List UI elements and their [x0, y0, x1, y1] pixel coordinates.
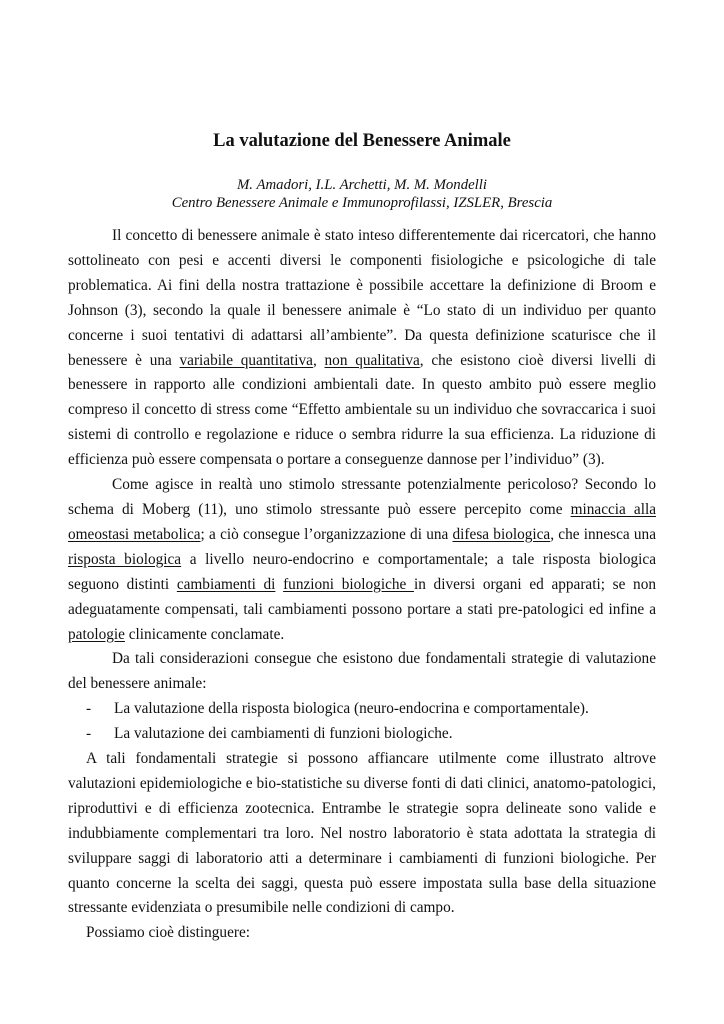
author-affiliation: Centro Benessere Animale e Immunoprofilassi, IZSLER, Brescia [171, 195, 553, 211]
underlined-term: patologie [68, 625, 125, 643]
list-bullet: - [86, 725, 92, 743]
list-item [68, 722, 656, 747]
underlined-term: risposta biologica [68, 550, 182, 568]
list-bullet: - [86, 700, 92, 718]
paragraph-5: Possiamo cioè distinguere: [86, 924, 250, 942]
underlined-term: difesa biologica [452, 525, 551, 543]
paragraph-2: Come agisce in realtà uno stimolo stressante potenzialmente pericoloso? Secondo lo schema di Moberg (11), uno stimolo stressante può essere percepito come minaccia alla omeostasi metabolica; a ciò consegue l’organizzazione di una difesa biologica, che innesca una risposta biologica a livello neuro-endocrino e comportamentale; a tale risposta biologica seguono distinti cambiamenti di funzioni biologiche in diversi organi ed apparati; se non adeguatamente compensati, tali cambiamenti possono portare a stati pre-patologici ed infine a patologie clinicamente conclamate. [68, 476, 657, 643]
list-item-text: La valutazione dei cambiamenti di funzioni biologiche. [114, 725, 453, 743]
list-item-text: La valutazione della risposta biologica (neuro-endocrina e comportamentale). [114, 700, 589, 718]
document-title: La valutazione del Benessere Animale [213, 131, 511, 151]
underlined-term: funzioni biologiche [283, 575, 414, 593]
paragraph-1: Il concetto di benessere animale è stato inteso differentemente dai ricercatori, che hanno sottolineato con pesi e accenti diversi le componenti fisiologiche e psicologiche di tale problematica. Ai fini della nostra trattazione è possibile accettare la definizione di Broom e Johnson (3), secondo la quale il benessere animale è “Lo stato di un individuo per quanto concerne i suoi tentativi di adattarsi all’ambiente”. Da questa definizione scaturisce che il benessere è una variabile quantitativa, non qualitativa, che esistono cioè diversi livelli di benessere in rapporto alle condizioni ambientali date. In questo ambito può essere meglio compreso il concetto di stress come “Effetto ambientale su un individuo che sovraccarica i suoi sistemi di controllo e regolazione e riduce o sembra ridurre la sua efficienza. La riduzione di efficienza può essere compensata o portare a conseguenze dannose per l’individuo” (3). [68, 227, 656, 469]
paragraph-3: Da tali considerazioni consegue che esistono due fondamentali strategie di valutazione del benessere animale: [68, 650, 656, 693]
underlined-term: non qualitativa [324, 351, 420, 369]
document-page [68, 0, 656, 1024]
author-names: M. Amadori, I.L. Archetti, M. M. Mondelli [236, 177, 487, 193]
underlined-term: variabile quantitativa [179, 351, 313, 369]
underlined-term: minaccia alla omeostasi metabolica [68, 500, 657, 543]
document-body [68, 224, 656, 946]
authors-block [68, 176, 656, 212]
paragraph-4: A tali fondamentali strategie si possono affiancare utilmente come illustrato altrove valutazioni epidemiologiche e bio-statistiche su diverse fonti di dati clinici, anatomo-patologici, riproduttivi e di efficienza zootecnica. Entrambe le strategie sopra delineate sono valide e indubbiamente complementari tra loro. Nel nostro laboratorio è stata adottata la strategia di sviluppare saggi di laboratorio atti a determinare i cambiamenti di funzioni biologiche. Per quanto concerne la scelta dei saggi, questa può essere impostata sulla base della situazione stressante evidenziata o presumibile nelle condizioni di campo. [68, 750, 656, 917]
list-item [68, 697, 656, 722]
underlined-term: cambiamenti di [176, 575, 276, 593]
